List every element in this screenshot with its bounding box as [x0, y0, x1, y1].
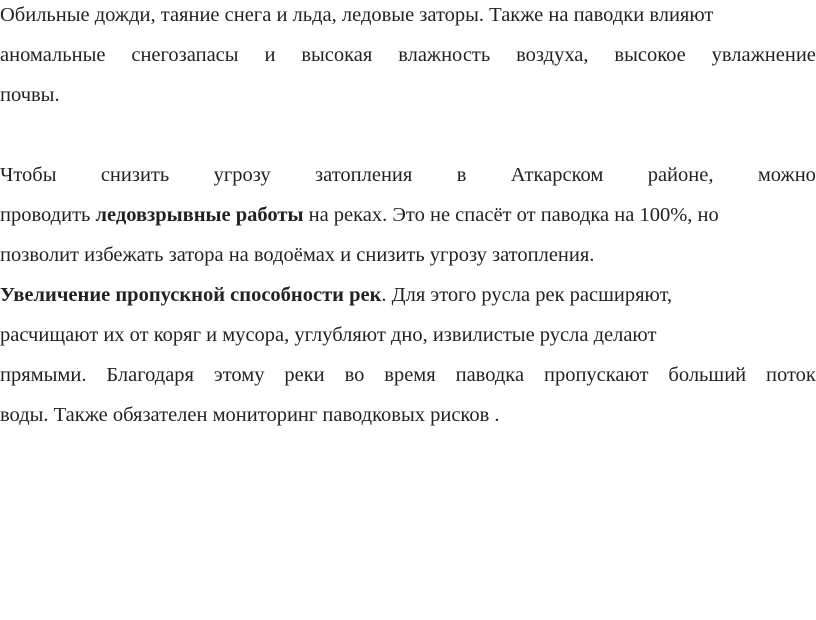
bold-text: Увеличение пропускной способности рек [0, 284, 382, 306]
word: высокое [614, 44, 686, 66]
paragraph-2-line-3: позволит избежать затора на водоёмах и снизить угрозу затопления. [0, 244, 595, 266]
word: угрозу [213, 164, 271, 186]
text: на реках. Это не спасёт от паводка на 100%, но [303, 204, 719, 226]
word: снизить [100, 164, 170, 186]
word: Чтобы [0, 164, 57, 186]
word: Благодаря [106, 364, 194, 386]
word: прямыми. [0, 364, 87, 386]
word: реки [284, 364, 325, 386]
word: паводка [455, 364, 525, 386]
word: увлажнение [711, 44, 816, 66]
word: высокая [301, 44, 373, 66]
word: Аткарском [510, 164, 604, 186]
paragraph-3-line-3 [0, 360, 816, 390]
word: воздуха, [516, 44, 589, 66]
word: поток [766, 364, 816, 386]
word: этому [213, 364, 265, 386]
word: больший [668, 364, 747, 386]
paragraph-3-line-1 [0, 280, 816, 310]
paragraph-2-line-1 [0, 160, 816, 190]
word: в [456, 164, 467, 186]
text: проводить [0, 204, 96, 226]
paragraph-2-line-2 [0, 200, 816, 230]
word: время [384, 364, 436, 386]
paragraph-3-line-4: воды. Также обязателен мониторинг паводковых рисков . [0, 404, 500, 426]
bold-text: ледовзрывные работы [95, 204, 304, 226]
word: затопления [315, 164, 413, 186]
word: снегозапасы [131, 44, 239, 66]
word: аномальные [0, 44, 106, 66]
word: во [344, 364, 365, 386]
word: и [264, 44, 276, 66]
word: пропускают [543, 364, 649, 386]
word: можно [757, 164, 816, 186]
paragraph-1-line-3: почвы. [0, 84, 60, 106]
word: районе, [647, 164, 714, 186]
paragraph-1-line-1: Обильные дожди, таяние снега и льда, ледовые заторы. Также на паводки влияют [0, 4, 714, 26]
text: . Для этого русла рек расширяют, [381, 284, 673, 306]
word: влажность [398, 44, 491, 66]
paragraph-1-line-2 [0, 40, 816, 70]
paragraph-3-line-2: расчищают их от коряг и мусора, углубляют дно, извилистые русла делают [0, 324, 657, 346]
